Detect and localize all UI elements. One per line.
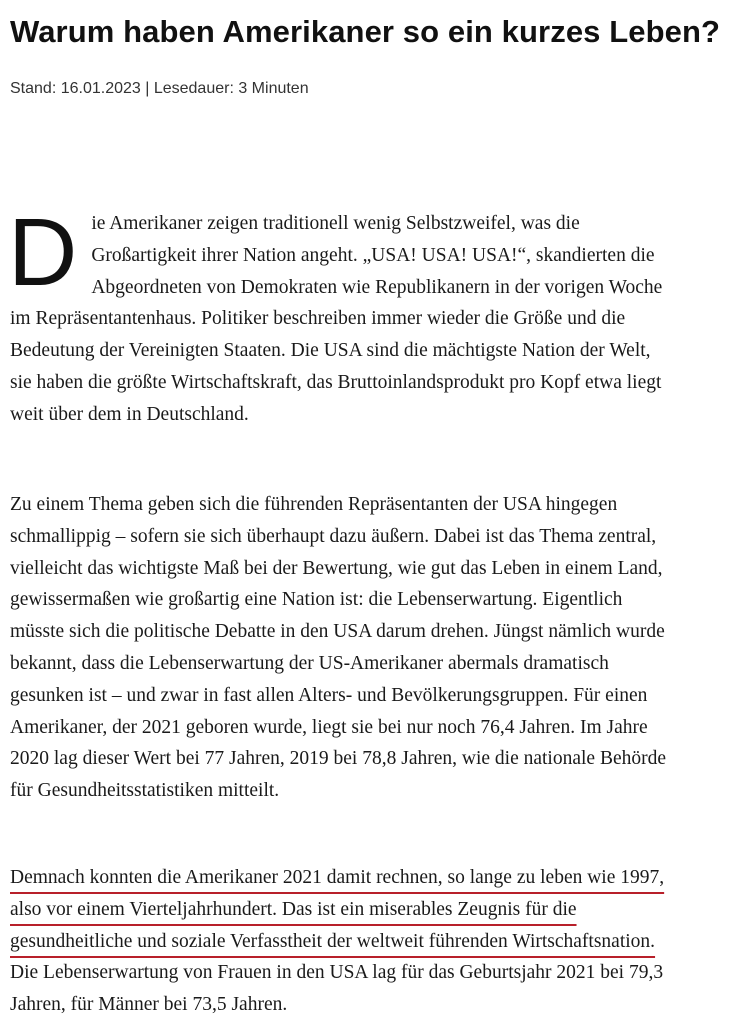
paragraph-line: gewissermaßen wie großartig eine Nation ist: die Lebenserwartung. Eigentlich xyxy=(10,589,623,611)
article xyxy=(8,0,746,1016)
paragraph-line: Amerikaner, der 2021 geboren wurde, liegt sie bei nur noch 76,4 Jahren. Im Jahre xyxy=(10,716,648,738)
paragraph-line: Die Lebenserwartung von Frauen in den USA lag für das Geburtsjahr 2021 bei 79,3 xyxy=(10,962,664,984)
paragraph-line: vielleicht das wichtigste Maß bei der Bewertung, wie gut das Leben in einem Land, xyxy=(10,557,663,579)
drop-cap: D xyxy=(8,199,78,306)
article-title: Warum haben Amerikaner so ein kurzes Leben? xyxy=(10,14,721,49)
highlighted-line xyxy=(10,926,746,958)
paragraph-line: müsste sich die politische Debatte in den USA darum drehen. Jüngst nämlich wurde xyxy=(10,621,665,643)
red-underline: gesundheitliche und soziale Verfasstheit der weltweit führenden Wirtschaftsnation. xyxy=(10,930,656,952)
paragraph-line: Bedeutung der Vereinigten Staaten. Die USA sind die mächtigste Nation der Welt, xyxy=(10,340,651,362)
highlighted-line xyxy=(10,894,746,926)
red-underline: also vor einem Vierteljahrhundert. Das ist ein miserables Zeugnis für die xyxy=(10,898,577,920)
paragraph-line: Jahren, für Männer bei 73,5 Jahren. xyxy=(10,994,288,1016)
paragraph-line: gesunken ist – und zwar in fast allen Alters- und Bevölkerungsgruppen. Für einen xyxy=(10,684,648,706)
paragraph-line: weit über dem in Deutschland. xyxy=(10,403,249,425)
paragraph-line: Großartigkeit ihrer Nation angeht. „USA! USA! USA!“, skandierten die xyxy=(91,244,655,266)
paragraph-line: sie haben die größte Wirtschaftskraft, das Bruttoinlandsprodukt pro Kopf etwa liegt xyxy=(10,371,662,393)
paragraph-line: 2020 lag dieser Wert bei 77 Jahren, 2019 bei 78,8 Jahren, wie die nationale Behörde xyxy=(10,748,667,770)
highlighted-line xyxy=(10,862,746,894)
paragraph-3 xyxy=(10,862,746,1021)
paragraph-line: im Repräsentantenhaus. Politiker beschreiben immer wieder die Größe und die xyxy=(10,308,626,330)
red-underline: Demnach konnten die Amerikaner 2021 damit rechnen, so lange zu leben wie 1997, xyxy=(10,867,665,888)
paragraph-1 xyxy=(8,199,746,431)
paragraph-2 xyxy=(10,489,746,807)
paragraph-line: Abgeordneten von Demokraten wie Republikanern in der vorigen Woche xyxy=(91,276,663,298)
article-meta: Stand: 16.01.2023 | Lesedauer: 3 Minuten xyxy=(10,80,309,97)
paragraph-line: schmallippig – sofern sie sich überhaupt dazu äußern. Dabei ist das Thema zentral, xyxy=(10,525,657,547)
paragraph-line: ie Amerikaner zeigen traditionell wenig Selbstzweifel, was die xyxy=(91,213,580,234)
paragraph-line: bekannt, dass die Lebenserwartung der US-Amerikaner abermals dramatisch xyxy=(10,652,609,674)
paragraph-line: für Gesundheitsstatistiken mitteilt. xyxy=(10,780,280,802)
paragraph-line: Zu einem Thema geben sich die führenden Repräsentanten der USA hingegen xyxy=(10,494,618,515)
